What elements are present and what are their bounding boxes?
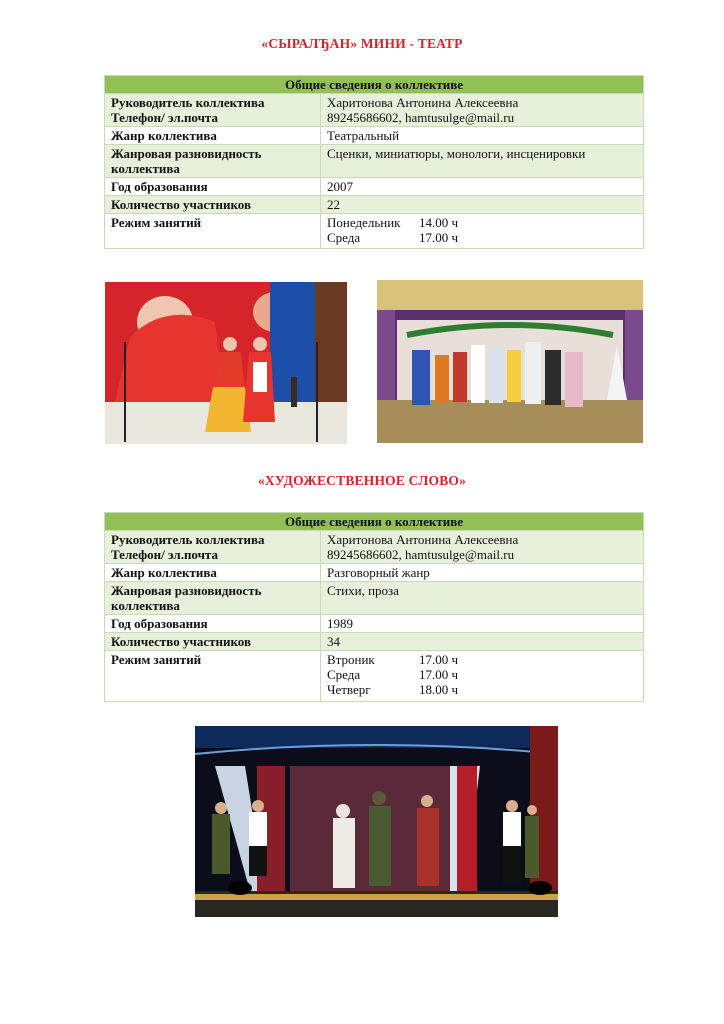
label-genre: Жанр коллектива	[105, 127, 321, 145]
photo-theatre-duet	[105, 282, 347, 444]
value-schedule	[321, 651, 644, 702]
value-schedule	[321, 214, 644, 249]
label-leader: Руководитель коллектива Телефон/ эл.почта	[105, 531, 321, 564]
label-members: Количество участников	[105, 633, 321, 651]
label-founded: Год образования	[105, 615, 321, 633]
schedule-item: Среда 17.00 ч	[327, 667, 459, 682]
label-leader: Руководитель коллектива Телефон/ эл.почта	[105, 94, 321, 127]
schedule-item: Втроник 17.00 ч	[327, 652, 459, 667]
photo-theatre-group	[377, 280, 643, 443]
value-members: 34	[321, 633, 644, 651]
value-leader: Харитонова Антонина Алексеевна 89245686602, hamtusulge@mail.ru	[321, 94, 644, 127]
label-schedule: Режим занятий	[105, 651, 321, 702]
label-founded: Год образования	[105, 178, 321, 196]
label-schedule: Режим занятий	[105, 214, 321, 249]
section-title-mini-theatre: «СЫРАЛЂАН» МИНИ - ТЕАТР	[261, 36, 463, 51]
label-genre: Жанр коллектива	[105, 564, 321, 582]
value-members: 22	[321, 196, 644, 214]
value-genre: Разговорный жанр	[321, 564, 644, 582]
label-genre-variety: Жанровая разновидность коллектива	[105, 582, 321, 615]
value-genre-variety: Сценки, миниатюры, монологи, инсценировки	[321, 145, 644, 178]
value-founded: 2007	[321, 178, 644, 196]
label-members: Количество участников	[105, 196, 321, 214]
label-genre-variety: Жанровая разновидность коллектива	[105, 145, 321, 178]
schedule-item: Среда 17.00 ч	[327, 230, 459, 245]
value-genre-variety: Стихи, проза	[321, 582, 644, 615]
section-title-artistic-word: «ХУДОЖЕСТВЕННОЕ СЛОВО»	[257, 473, 467, 488]
schedule-item: Понедельник 14.00 ч	[327, 215, 459, 230]
table-header: Общие сведения о коллективе	[105, 513, 644, 531]
table-header: Общие сведения о коллективе	[105, 76, 644, 94]
info-table-mini-theatre	[104, 75, 644, 249]
value-leader: Харитонова Антонина Алексеевна 89245686602, hamtusulge@mail.ru	[321, 531, 644, 564]
value-genre: Театральный	[321, 127, 644, 145]
value-founded: 1989	[321, 615, 644, 633]
photo-recitation-performance	[195, 726, 558, 917]
schedule-item: Четверг 18.00 ч	[327, 682, 459, 697]
info-table-artistic-word	[104, 512, 644, 702]
